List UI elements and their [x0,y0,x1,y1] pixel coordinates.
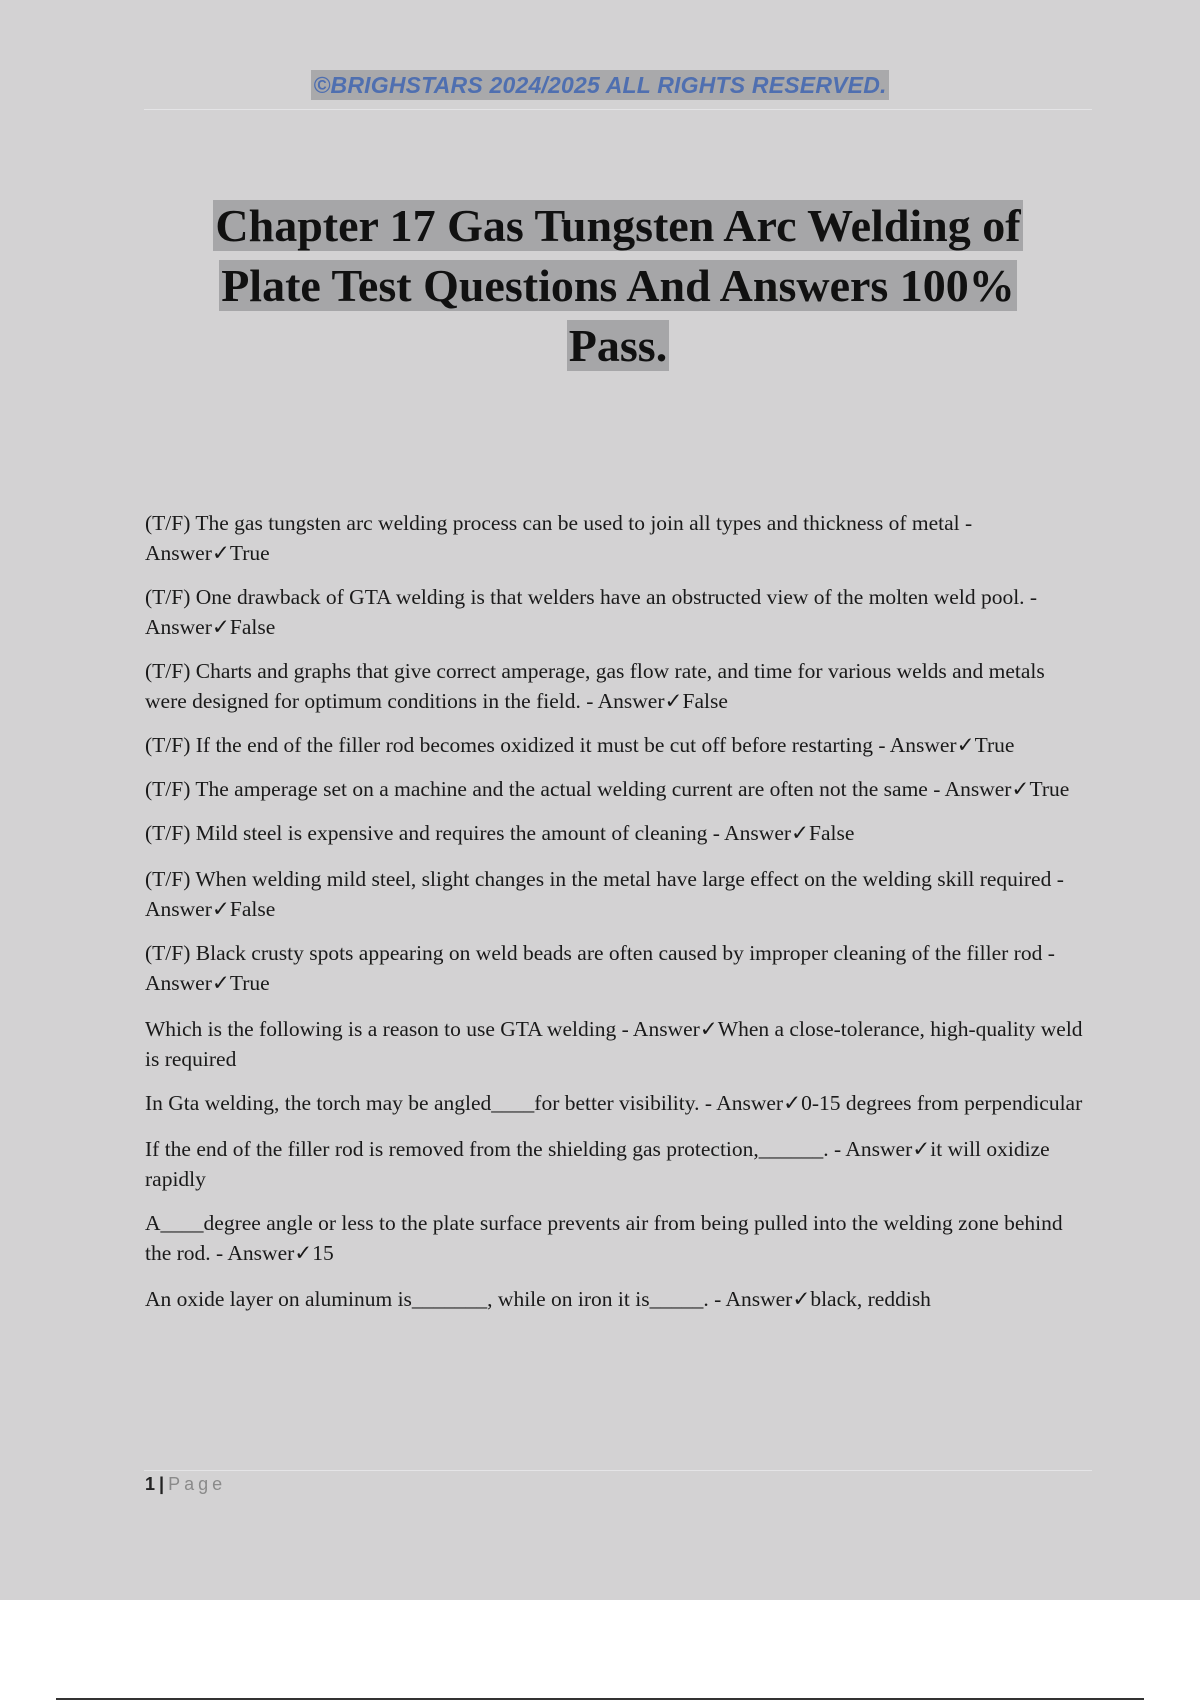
footer-separator: | [159,1474,165,1494]
title-line-1: Chapter 17 Gas Tungsten Arc Welding of [215,200,1021,251]
question-item: (T/F) The gas tungsten arc welding process can be used to join all types and thickness of metal - Answer✓True [145,511,973,565]
question-item: (T/F) If the end of the filler rod becomes oxidized it must be cut off before restarting - Answer✓True [145,733,1015,757]
title-line-3: Pass. [568,320,668,371]
question-item: (T/F) Black crusty spots appearing on weld beads are often caused by improper cleaning of the filler rod - Answer✓True [145,941,1055,995]
copyright-notice: ©BRIGHSTARS 2024/2025 ALL RIGHTS RESERVED. [313,72,887,98]
question-item: (T/F) The amperage set on a machine and the actual welding current are often not the same - Answer✓True [145,777,1070,801]
question-item: In Gta welding, the torch may be angled____for better visibility. - Answer✓0-15 degrees from perpendicular [145,1091,1083,1115]
document-title [150,196,1086,376]
footer-divider [144,1470,1092,1471]
question-list [145,508,1090,1328]
page-footer [145,1474,226,1495]
question-item: If the end of the filler rod is removed from the shielding gas protection,______. - Answer✓it will oxidize rapidly [145,1137,1050,1191]
header [0,72,1200,99]
page-number: 1 [145,1474,156,1494]
header-divider [144,109,1092,110]
question-item: (T/F) Charts and graphs that give correct amperage, gas flow rate, and time for various welds and metals were designed for optimum conditions in the field. - Answer✓False [145,659,1045,713]
question-item: Which is the following is a reason to use GTA welding - Answer✓When a close-tolerance, high-quality weld is required [145,1017,1083,1071]
question-item: (T/F) When welding mild steel, slight changes in the metal have large effect on the welding skill required - Answer✓False [145,867,1064,921]
question-item: An oxide layer on aluminum is_______, while on iron it is_____. - Answer✓black, reddish [145,1287,931,1311]
page-label: Page [168,1474,227,1494]
question-item: (T/F) One drawback of GTA welding is that welders have an obstructed view of the molten weld pool. - Answer✓False [145,585,1038,639]
question-item: (T/F) Mild steel is expensive and requires the amount of cleaning - Answer✓False [145,821,855,845]
question-item: A____degree angle or less to the plate surface prevents air from being pulled into the welding zone behind the rod. - Answer✓15 [145,1211,1063,1265]
title-line-2: Plate Test Questions And Answers 100% [221,260,1015,311]
